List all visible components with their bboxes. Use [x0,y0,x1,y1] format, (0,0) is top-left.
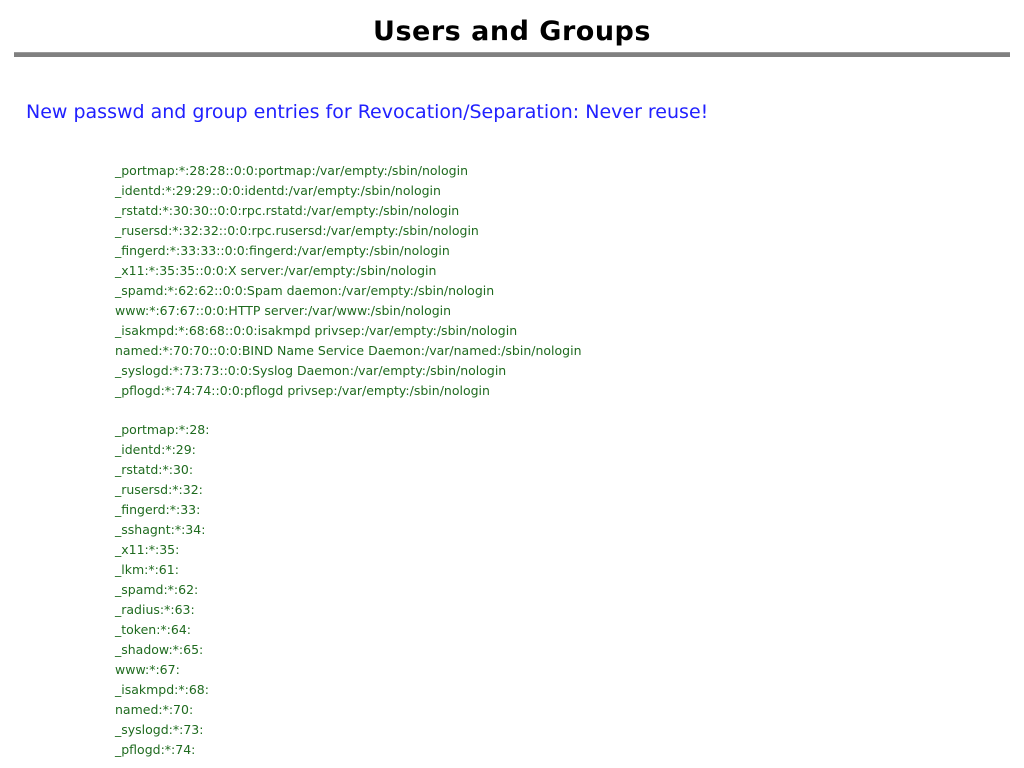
passwd-entry-line: named:*:70:70::0:0:BIND Name Service Daemon:/var/named:/sbin/nologin [115,343,582,358]
group-entry-line: _rstatd:*:30: [115,462,194,477]
passwd-entry-line: _spamd:*:62:62::0:0:Spam daemon:/var/empty:/sbin/nologin [115,283,495,298]
group-entry-line: _token:*:64: [115,622,191,637]
passwd-entry-line: _fingerd:*:33:33::0:0:fingerd:/var/empty:/sbin/nologin [115,243,450,258]
group-entry-line: _isakmpd:*:68: [115,682,209,697]
passwd-entry-line: _identd:*:29:29::0:0:identd:/var/empty:/sbin/nologin [115,183,441,198]
page-title: Users and Groups [373,16,651,47]
passwd-entry-line: _rstatd:*:30:30::0:0:rpc.rstatd:/var/empty:/sbin/nologin [115,203,460,218]
passwd-entry-line: _x11:*:35:35::0:0:X server:/var/empty:/sbin/nologin [115,263,437,278]
passwd-entry-line: _isakmpd:*:68:68::0:0:isakmpd privsep:/var/empty:/sbin/nologin [115,323,518,338]
group-entry-line: _spamd:*:62: [115,582,199,597]
passwd-entry-line: _syslogd:*:73:73::0:0:Syslog Daemon:/var/empty:/sbin/nologin [115,363,507,378]
title-divider [14,52,1010,57]
group-entry-line: _shadow:*:65: [115,642,204,657]
passwd-entries-block [115,161,582,401]
slide-subtitle: New passwd and group entries for Revocation/Separation: Never reuse! [26,101,709,123]
group-entry-line: named:*:70: [115,702,194,717]
group-entry-line: _identd:*:29: [115,442,196,457]
group-entry-line: _x11:*:35: [115,542,180,557]
passwd-entry-line: _pflogd:*:74:74::0:0:pflogd privsep:/var/empty:/sbin/nologin [115,383,490,398]
group-entry-line: _syslogd:*:73: [115,722,204,737]
passwd-entry-line: _rusersd:*:32:32::0:0:rpc.rusersd:/var/empty:/sbin/nologin [115,223,479,238]
group-entry-line: _portmap:*:28: [115,422,210,437]
group-entries-block [115,420,209,760]
passwd-entry-line: www:*:67:67::0:0:HTTP server:/var/www:/sbin/nologin [115,303,452,318]
group-entry-line: _lkm:*:61: [115,562,179,577]
group-entry-line: _fingerd:*:33: [115,502,201,517]
group-entry-line: _rusersd:*:32: [115,482,203,497]
group-entry-line: www:*:67: [115,662,180,677]
passwd-entry-line: _portmap:*:28:28::0:0:portmap:/var/empty:/sbin/nologin [115,163,469,178]
group-entry-line: _sshagnt:*:34: [115,522,206,537]
group-entry-line: _pflogd:*:74: [115,742,196,757]
group-entry-line: _radius:*:63: [115,602,195,617]
